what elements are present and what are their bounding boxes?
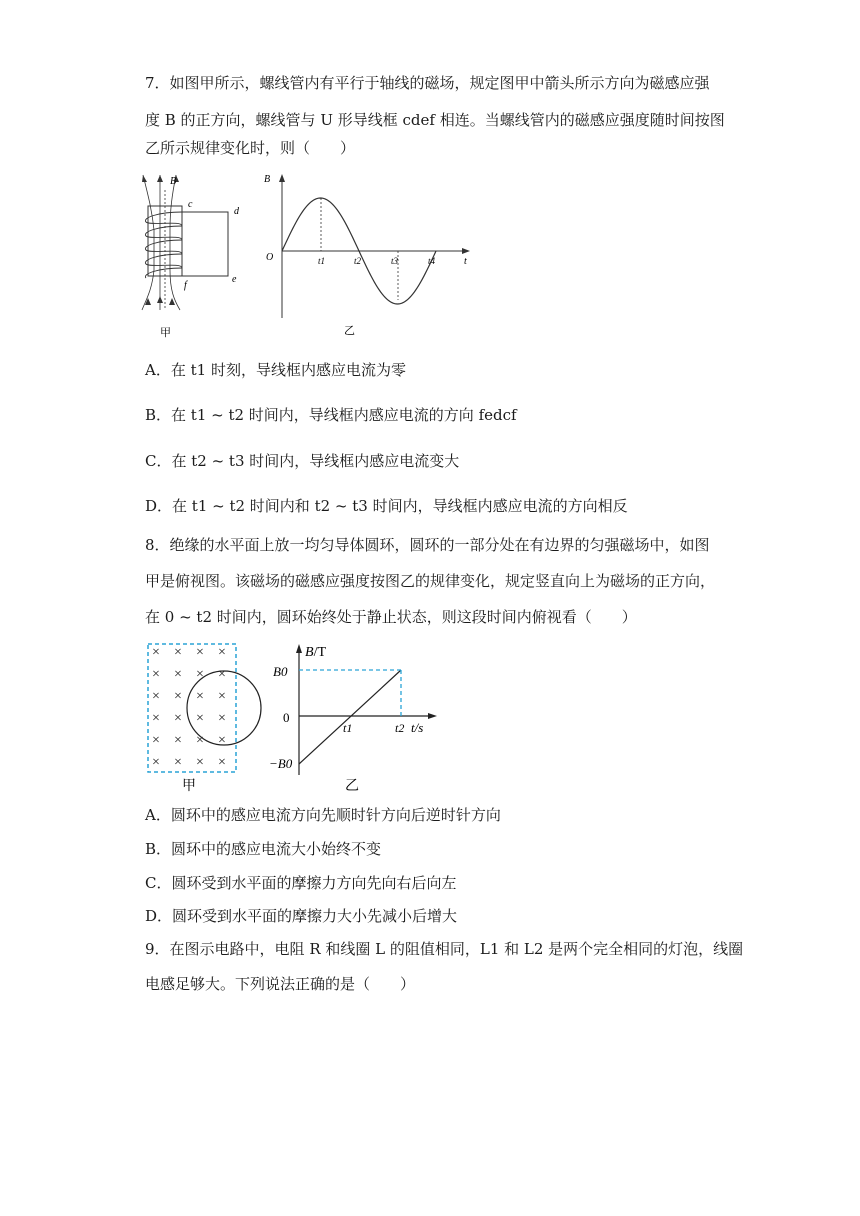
q8-figure-jia xyxy=(140,640,270,795)
q8-yi-axis-x: t/s xyxy=(411,720,424,735)
field-cross-mark: × xyxy=(174,733,182,748)
field-cross-mark: × xyxy=(218,645,226,660)
q8-option-d[interactable]: D．圆环受到水平面的摩擦力大小先减小后增大 xyxy=(145,907,458,925)
field-cross-mark: × xyxy=(218,755,226,770)
q8-yi-tick-t2: t2 xyxy=(395,721,405,735)
q7-yi-tick-t4: t4 xyxy=(428,256,436,266)
q7-option-d[interactable]: D．在 t1 ~ t2 时间内和 t2 ~ t3 时间内，导线框内感应电流的方向相反 xyxy=(145,497,628,515)
field-cross-mark: × xyxy=(196,689,204,704)
field-cross-mark: × xyxy=(152,755,160,770)
q7-yi-origin: O xyxy=(266,252,274,263)
q9-stem-line-1: 9．在图示电路中，电阻 R 和线圈 L 的阻值相同，L1 和 L2 是两个完全相同的灯泡，线圈 xyxy=(145,940,744,958)
q8-figure-yi xyxy=(265,640,450,795)
field-cross-mark: × xyxy=(218,711,226,726)
q7-yi-caption: 乙 xyxy=(344,325,355,337)
field-cross-mark: × xyxy=(174,711,182,726)
q8-stem-line-3: 在 0 ~ t2 时间内，圆环始终处于静止状态，则这段时间内俯视看（ ） xyxy=(145,608,637,626)
q7-stem-line-2: 度 B 的正方向，螺线管与 U 形导线框 cdef 相连。当螺线管内的磁感应强度随时间按图 xyxy=(145,111,725,129)
q8-yi-axis-y: B/T xyxy=(305,645,327,660)
q8-option-a[interactable]: A．圆环中的感应电流方向先顺时针方向后逆时针方向 xyxy=(145,806,501,824)
q8-yi-tick-t1: t1 xyxy=(343,721,353,735)
field-cross-mark: × xyxy=(196,711,204,726)
q8-stem-line-1: 8．绝缘的水平面上放一均匀导体圆环，圆环的一部分处在有边界的匀强磁场中，如图 xyxy=(145,536,710,554)
q7-stem-line-3: 乙所示规律变化时，则（ ） xyxy=(145,139,356,157)
q7-jia-label-e: e xyxy=(232,274,237,285)
q7-yi-axis-t: t xyxy=(464,256,467,267)
field-cross-mark: × xyxy=(218,689,226,704)
field-cross-mark: × xyxy=(152,689,160,704)
q7-yi-tick-t3: t3 xyxy=(391,256,399,266)
q8-jia-caption: 甲 xyxy=(182,779,196,794)
q8-yi-origin: 0 xyxy=(283,710,290,725)
q8-yi-label-negB0: −B0 xyxy=(269,756,293,771)
q7-stem-line-1: 7．如图甲所示，螺线管内有平行于轴线的磁场，规定图甲中箭头所示方向为磁感应强 xyxy=(145,74,710,92)
q7-figure-jia xyxy=(138,170,258,345)
q7-jia-label-d: d xyxy=(234,206,239,217)
field-cross-mark: × xyxy=(196,755,204,770)
field-cross-mark: × xyxy=(174,645,182,660)
q8-stem-line-2: 甲是俯视图。该磁场的磁感应强度按图乙的规律变化，规定竖直向上为磁场的正方向， xyxy=(145,572,716,590)
field-cross-mark: × xyxy=(152,645,160,660)
q7-option-c[interactable]: C．在 t2 ~ t3 时间内，导线框内感应电流变大 xyxy=(145,452,460,470)
q8-yi-label-B0: B0 xyxy=(273,664,288,679)
field-cross-mark: × xyxy=(174,755,182,770)
field-cross-mark: × xyxy=(152,711,160,726)
field-cross-mark: × xyxy=(196,667,204,682)
field-cross-mark: × xyxy=(196,733,204,748)
field-cross-mark: × xyxy=(152,733,160,748)
q8-option-b[interactable]: B．圆环中的感应电流大小始终不变 xyxy=(145,840,382,858)
q7-option-a[interactable]: A．在 t1 时刻，导线框内感应电流为零 xyxy=(145,361,406,379)
field-cross-mark: × xyxy=(218,733,226,748)
q8-yi-caption: 乙 xyxy=(345,779,359,794)
q9-stem-line-2: 电感足够大。下列说法正确的是（ ） xyxy=(145,975,416,993)
field-cross-mark: × xyxy=(152,667,160,682)
q7-yi-tick-t2: t2 xyxy=(354,256,362,266)
q7-figure-yi xyxy=(258,168,478,343)
q8-b-line xyxy=(299,670,401,764)
q8-option-c[interactable]: C．圆环受到水平面的摩擦力方向先向右后向左 xyxy=(145,874,457,892)
field-cross-mark: × xyxy=(218,667,226,682)
q7-jia-label-c: c xyxy=(188,199,193,210)
q7-jia-label-B: B xyxy=(170,176,177,187)
field-cross-mark: × xyxy=(174,689,182,704)
q7-jia-label-f: f xyxy=(184,280,187,291)
field-cross-mark: × xyxy=(174,667,182,682)
q7-yi-axis-B: B xyxy=(264,174,271,185)
field-cross-mark: × xyxy=(196,645,204,660)
q7-option-b[interactable]: B．在 t1 ~ t2 时间内，导线框内感应电流的方向 fedcf xyxy=(145,406,517,424)
q7-yi-tick-t1: t1 xyxy=(318,256,326,266)
q7-jia-caption: 甲 xyxy=(160,327,171,339)
